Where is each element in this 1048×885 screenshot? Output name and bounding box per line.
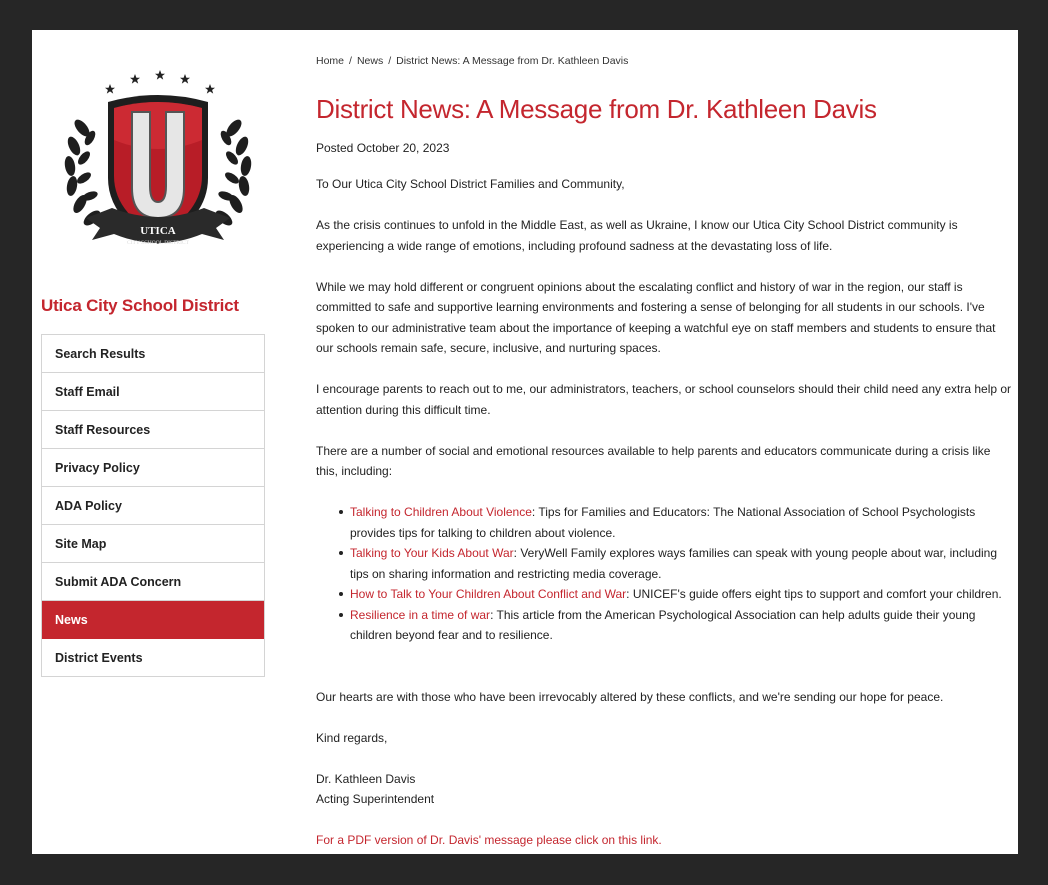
district-logo[interactable] [52,68,264,258]
crest-icon [52,68,264,258]
paragraph-1: As the crisis continues to unfold in the Middle East, as well as Ukraine, I know our Utica City School District community is experiencing a wide range of emotions, including profound sadness at the devastating loss of life. [316,218,958,253]
resource-item [350,605,1012,646]
district-title: Utica City School District [41,296,239,315]
article-body [316,174,1012,854]
signature [316,769,1012,810]
resource-link[interactable]: Talking to Your Kids About War [350,546,514,560]
star-icons [105,70,215,94]
resource-item [350,543,1012,584]
closing: Kind regards, [316,730,388,745]
resource-description: : This article from the American Psychological Association can help adults guide their young children beyond fear and to resilience. [350,607,976,642]
breadcrumb-separator: / [349,55,352,67]
resource-description: : VeryWell Family explores ways families can speak with young people about war, including tips on sharing information and restricting media coverage. [350,546,998,581]
page [32,30,1018,854]
breadcrumb-news[interactable]: News [356,55,384,67]
sidebar-item-site-map[interactable]: Site Map [42,525,264,563]
svg-text:UTICA: UTICA [140,225,176,237]
resource-list [316,502,1012,646]
side-nav [41,334,265,677]
signature-name: Dr. Kathleen Davis [316,771,416,786]
sidebar-item-search-results[interactable]: Search Results [42,335,264,373]
paragraph-5: Our hearts are with those who have been irrevocably altered by these conflicts, and we're sending our hope for peace. [316,689,944,704]
pdf-link[interactable]: For a PDF version of Dr. Davis' message please click on this link. [316,833,662,847]
greeting: To Our Utica City School District Families and Community, [316,177,625,191]
resource-item [350,502,1012,543]
resource-link[interactable]: Talking to Children About Violence [350,505,532,519]
pdf-paragraph [316,830,1012,851]
breadcrumb-current: District News: A Message from Dr. Kathleen Davis [396,55,629,67]
signature-title: Acting Superintendent [316,792,435,806]
sidebar-item-news[interactable]: News [42,601,264,639]
laurel-left [63,117,103,228]
breadcrumb [316,55,628,67]
laurel-right [213,117,253,228]
breadcrumb-home[interactable]: Home [316,55,345,67]
svg-text:CITY SCHOOL DISTRICT: CITY SCHOOL DISTRICT [127,240,189,246]
resource-link[interactable]: How to Talk to Your Children About Conflict and War [350,587,627,601]
paragraph-2: While we may hold different or congruent opinions about the escalating conflict and history of war in the region, our staff is committed to safe and supportive learning environments and fostering a sense of belonging for all students in our schools. I've spoken to our administrative team about the importance of keeping a watchful eye on staff members and students to ensure that our schools remain safe, secure, inclusive, and nurturing spaces. [316,279,996,355]
sidebar-item-ada-policy[interactable]: ADA Policy [42,487,264,525]
paragraph-4: There are a number of social and emotional resources available to help parents and educators communicate during a crisis like this, including: [316,443,991,478]
posted-date: Posted October 20, 2023 [316,141,450,155]
sidebar-item-privacy-policy[interactable]: Privacy Policy [42,449,264,487]
resource-item [350,584,1012,605]
page-title: District News: A Message from Dr. Kathleen Davis [316,94,877,124]
paragraph-3: I encourage parents to reach out to me, our administrators, teachers, or school counselors should their child need any extra help or attention during this difficult time. [316,382,1012,417]
sidebar-item-staff-resources[interactable]: Staff Resources [42,411,264,449]
resource-description: : UNICEF's guide offers eight tips to support and comfort your children. [626,587,1002,601]
sidebar-item-staff-email[interactable]: Staff Email [42,373,264,411]
breadcrumb-separator: / [388,55,392,67]
sidebar-item-submit-ada-concern[interactable]: Submit ADA Concern [42,563,264,601]
resource-link[interactable]: Resilience in a time of war [350,607,491,622]
resource-description: : Tips for Families and Educators: The National Association of School Psychologists provides tips for talking to children about violence. [350,505,976,540]
sidebar-item-district-events[interactable]: District Events [42,639,264,677]
